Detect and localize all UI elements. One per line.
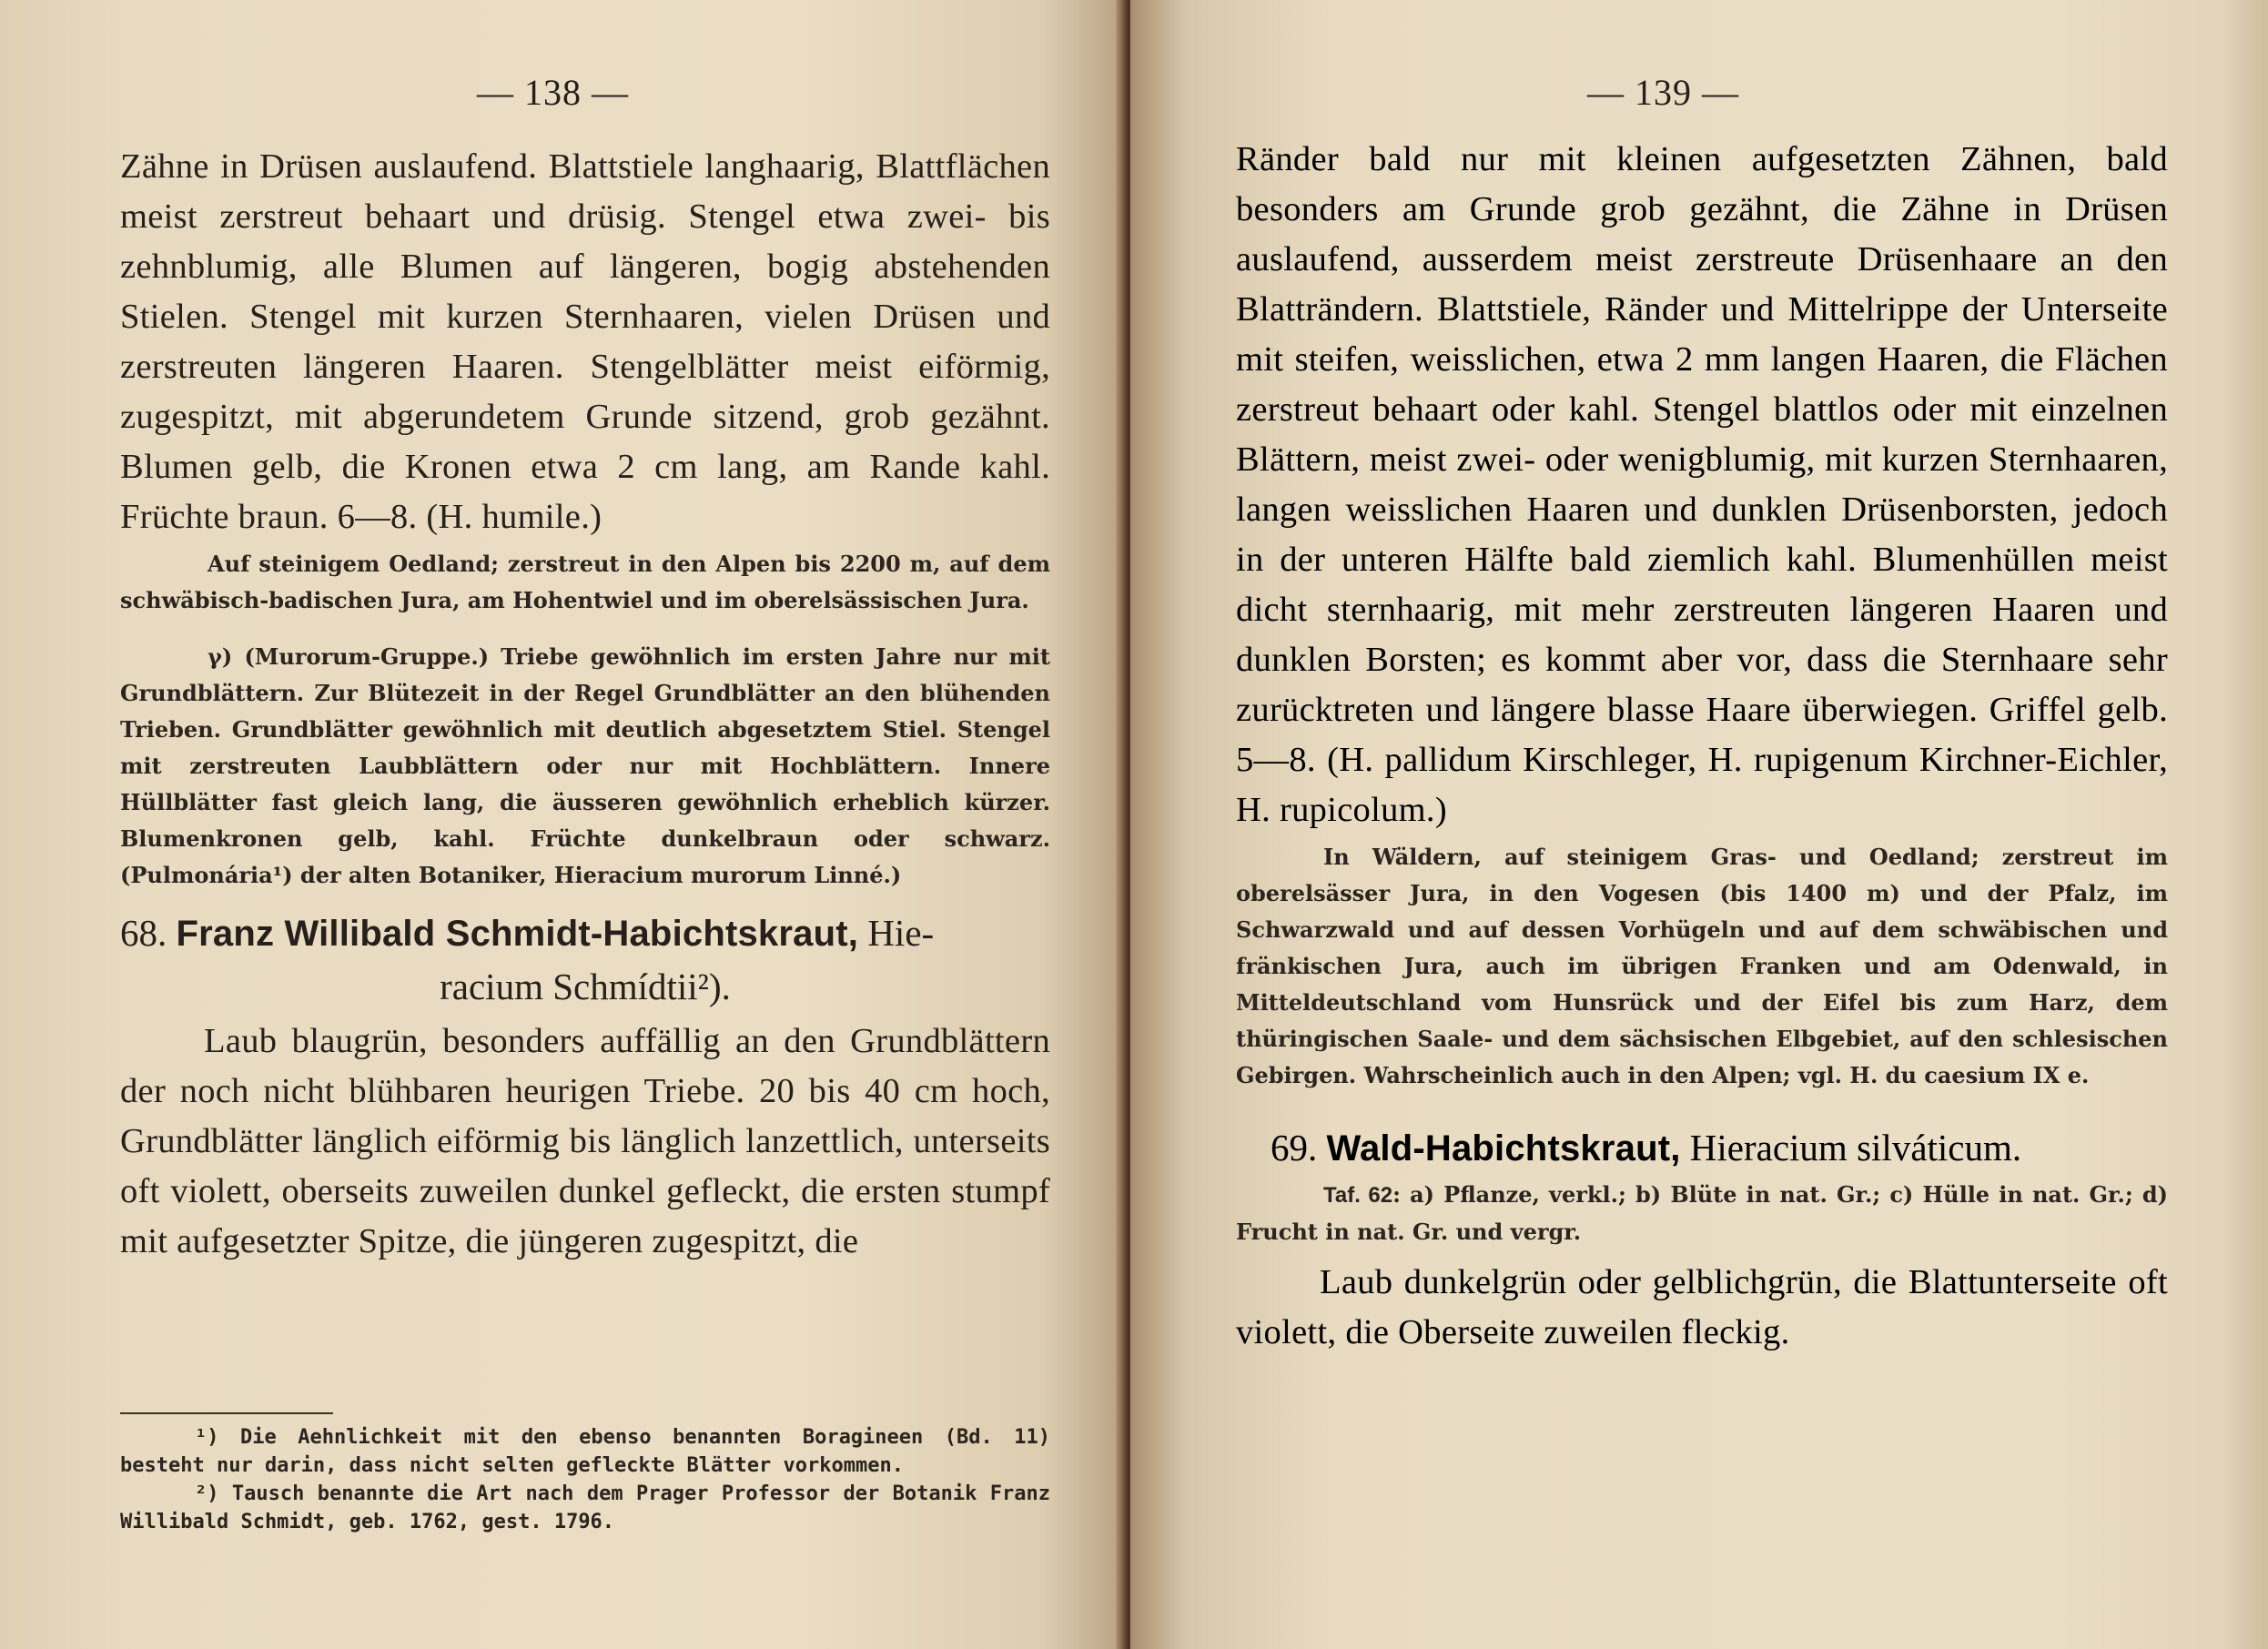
species-69-common-name: Wald-Habichtskraut,	[1326, 1128, 1681, 1168]
left-habitat-note: Auf steinigem Oedland; zerstreut in den Alpen bis 2200 m, auf dem schwäbisch-badischen Jura, am Hohentwiel und im oberelsässischen Jura.	[120, 551, 1050, 613]
plate-label: Taf. 62	[1323, 1183, 1393, 1208]
right-paragraph-1: Ränder bald nur mit kleinen aufgesetzten Zähnen, bald besonders am Grunde grob gezähnt, die Zähne in Drüsen auslaufend, ausserdem meist zerstreute Drüsenhaare an den Blatträndern. Blattstiele, Ränder und Mittelrippe der Unterseite mit steifen, weisslichen, etwa 2 mm langen Haaren, die Flächen zerstreut behaart oder kahl. Stengel blattlos oder mit einzelnen Blättern, meist zwei- oder wenigblumig, mit kurzen Sternhaaren, langen weisslichen Haaren und dunklen Drüsenborsten, jedoch in der unteren Hälfte bald ziemlich kahl. Blumenhüllen meist dicht sternhaarig, mit mehr zerstreuten längeren Haaren und dunklen Borsten; es kommt aber vor, dass die Sternhaare sehr zurücktreten und längere blasse Haare überwiegen. Griffel gelb. 5—8. (H. pallidum Kirschleger, H. rupigenum Kirchner-Eichler, H. rupicolum.)	[1236, 140, 2168, 829]
species-69-heading	[1236, 1121, 2168, 1175]
species-68-common-name: Franz Willibald Schmidt-Habichtskraut,	[176, 914, 859, 954]
species-68-latin-end: racium Schmídtii²).	[440, 966, 731, 1007]
left-page-text	[120, 142, 1050, 1267]
plate-reference	[1236, 1177, 2168, 1250]
species-68-description: Laub blaugrün, besonders auffällig an den Grundblättern der noch nicht blühbaren heurigen Triebe. 20 bis 40 cm hoch, Grundblätter länglich eiförmig bis länglich lanzettlich, unterseits oft violett, oberseits zuweilen dunkel gefleckt, die ersten stumpf mit aufgesetzter Spitze, die jüngeren zugespitzt, die	[120, 1022, 1050, 1260]
footnote-rule	[120, 1412, 333, 1414]
species-68-heading	[120, 906, 1050, 1013]
right-habitat-note: In Wäldern, auf steinigem Gras- und Oedland; zerstreut im oberelsässer Jura, in den Vogesen (bis 1400 m) und der Pfalz, im Schwarzwald und auf dessen Vorhügeln und auf dem schwäbischen und fränkischen Jura, auch im übrigen Franken und am Odenwald, in Mitteldeutschland vom Hunsrück und der Eifel bis zum Harz, dem thüringischen Saale- und dem sächsischen Elbgebiet, auf den schlesischen Gebirgen. Wahrscheinlich auch in den Alpen; vgl. H. du caesium IX e.	[1236, 844, 2168, 1088]
left-paragraph-1: Zähne in Drüsen auslaufend. Blattstiele langhaarig, Blattflächen meist zerstreut behaart und drüsig. Stengel etwa zwei- bis zehnblumig, alle Blumen auf längeren, bogig abstehenden Stielen. Stengel mit kurzen Sternhaaren, vielen Drüsen und zerstreuten längeren Haaren. Stengelblätter meist eiförmig, zugespitzt, mit abgerundetem Grunde sitzend, grob gezähnt. Blumen gelb, die Kronen etwa 2 cm lang, am Rande kahl. Früchte braun. 6—8. (H. humile.)	[120, 147, 1050, 536]
species-68-number: 68.	[120, 912, 167, 954]
species-69-number: 69.	[1271, 1127, 1318, 1168]
species-69-description: Laub dunkelgrün oder gelblichgrün, die Blattunterseite oft violett, die Oberseite zuweilen fleckig.	[1236, 1263, 2168, 1351]
footnotes	[120, 1423, 1050, 1536]
page-number-right: — 139 —	[1587, 72, 1739, 113]
footnote-2: ²) Tausch benannte die Art nach dem Prager Professor der Botanik Franz Willibald Schmidt, geb. 1762, gest. 1796.	[120, 1482, 1050, 1533]
footnote-1: ¹) Die Aehnlichkeit mit den ebenso benannten Boragineen (Bd. 11) besteht nur darin, dass nicht selten gefleckte Blätter vorkommen.	[120, 1426, 1050, 1477]
page-number-left: — 138 —	[477, 72, 629, 113]
left-page	[0, 0, 1125, 1649]
right-page-text	[1236, 135, 2168, 1358]
species-69-latin-name: Hieracium silváticum.	[1689, 1127, 2022, 1168]
plate-caption: : a) Pflanze, verkl.; b) Blüte in nat. Gr.; c) Hülle in nat. Gr.; d) Frucht in nat. Gr. und vergr.	[1236, 1181, 2169, 1245]
murorum-group-description: γ) (Murorum-Gruppe.) Triebe gewöhnlich im ersten Jahre nur mit Grundblättern. Zur Blütezeit in der Regel Grundblätter an den blühenden Trieben. Grundblätter gewöhnlich mit deutlich abgesetztem Stiel. Stengel mit zerstreuten Laubblättern oder nur mit Hochblättern. Innere Hüllblätter fast gleich lang, die äusseren gewöhnlich erheblich kürzer. Blumenkronen gelb, kahl. Früchte dunkelbraun oder schwarz. (Pulmonária¹) der alten Botaniker, Hieracium murorum Linné.)	[120, 643, 1050, 888]
species-68-latin-start: Hie-	[867, 912, 935, 954]
